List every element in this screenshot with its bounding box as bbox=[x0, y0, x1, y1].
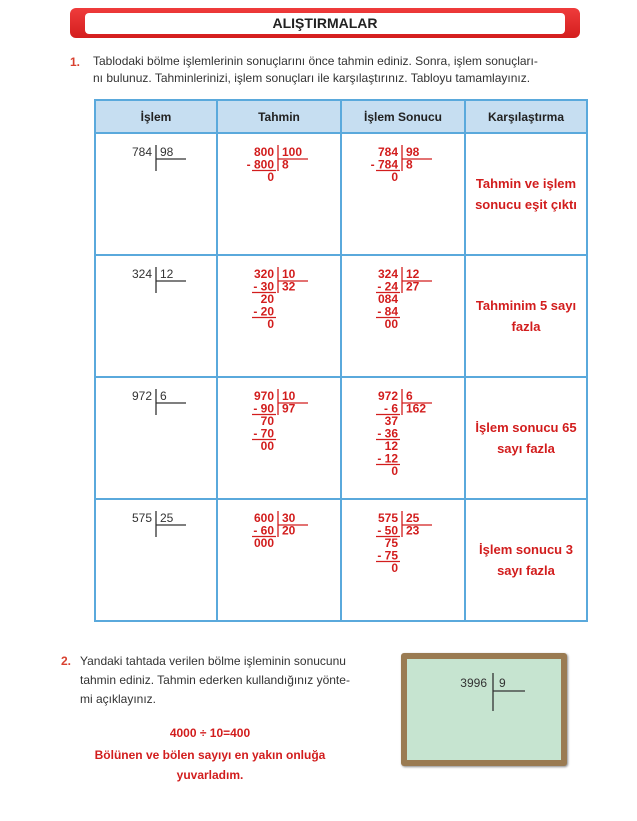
table-row bbox=[95, 377, 587, 499]
divisor: 6 bbox=[160, 389, 167, 403]
islem-division bbox=[96, 378, 216, 496]
board-division bbox=[407, 659, 561, 760]
divisor: 10 bbox=[282, 389, 296, 403]
sonuc-division bbox=[342, 378, 464, 496]
division-step: - 36 bbox=[377, 426, 398, 441]
divisor: 12 bbox=[160, 267, 174, 281]
board-dividend: 3996 bbox=[460, 676, 487, 690]
cell-tahmin bbox=[217, 499, 341, 621]
division-step: - 60 bbox=[253, 523, 274, 538]
comparison-line: fazla bbox=[511, 319, 541, 334]
divisor: 25 bbox=[406, 511, 420, 525]
quotient: 27 bbox=[406, 279, 420, 294]
division-step: - 12 bbox=[377, 451, 398, 466]
question-2-text bbox=[80, 652, 400, 709]
question-1-number: 1. bbox=[70, 55, 81, 69]
cell-karsilastirma bbox=[465, 499, 587, 621]
tahmin-division bbox=[218, 500, 340, 618]
comparison-text bbox=[466, 539, 586, 581]
dividend: 784 bbox=[131, 145, 152, 159]
dividend: 970 bbox=[253, 389, 274, 403]
division-step: - 784 bbox=[370, 157, 398, 172]
comparison-line: İşlem sonucu 3 bbox=[479, 542, 573, 557]
comparison-line: sayı fazla bbox=[497, 441, 555, 456]
comparison-text bbox=[466, 417, 586, 459]
answer-line: yuvarladım. bbox=[176, 768, 244, 782]
table-row bbox=[95, 133, 587, 255]
cell-islem-sonucu bbox=[341, 133, 465, 255]
dividend: 575 bbox=[131, 511, 152, 525]
dividend: 320 bbox=[253, 267, 274, 281]
header-islem-sonucu: İşlem Sonucu bbox=[341, 100, 465, 133]
dividend: 600 bbox=[253, 511, 274, 525]
comparison-text bbox=[466, 173, 586, 215]
dividend: 800 bbox=[253, 145, 274, 159]
islem-division bbox=[96, 134, 216, 252]
sonuc-division bbox=[342, 256, 464, 374]
division-step: 084 bbox=[377, 292, 398, 306]
division-step: - 50 bbox=[377, 523, 398, 538]
division-step: - 24 bbox=[377, 279, 398, 294]
division-step: - 20 bbox=[253, 304, 274, 319]
division-step: 0 bbox=[267, 170, 274, 184]
cell-tahmin bbox=[217, 255, 341, 377]
question-1-line: Tablodaki bölme işlemlerinin sonuçlarını önce tahmin ediniz. Sonra, işlem sonuçları- bbox=[93, 54, 538, 68]
cell-islem-sonucu bbox=[341, 255, 465, 377]
division-step: - 90 bbox=[253, 401, 274, 416]
board-divisor: 9 bbox=[499, 676, 506, 690]
cell-karsilastirma bbox=[465, 377, 587, 499]
divisor: 98 bbox=[160, 145, 174, 159]
cell-islem-sonucu bbox=[341, 499, 465, 621]
cell-islem bbox=[95, 499, 217, 621]
table-row bbox=[95, 499, 587, 621]
header-karsilastirma: Karşılaştırma bbox=[465, 100, 587, 133]
cell-tahmin bbox=[217, 377, 341, 499]
divisor: 100 bbox=[282, 145, 303, 159]
division-step: - 800 bbox=[246, 157, 274, 172]
dividend: 784 bbox=[377, 145, 398, 159]
tahmin-division bbox=[218, 256, 340, 374]
divisor: 10 bbox=[282, 267, 296, 281]
islem-division bbox=[96, 256, 216, 374]
cell-islem bbox=[95, 377, 217, 499]
quotient: 32 bbox=[282, 279, 296, 294]
cell-karsilastirma bbox=[465, 133, 587, 255]
chalkboard bbox=[401, 653, 567, 766]
sonuc-division bbox=[342, 134, 464, 252]
dividend: 324 bbox=[377, 267, 398, 281]
division-table bbox=[94, 99, 588, 622]
division-step: 70 bbox=[260, 414, 274, 428]
question-2-line: Yandaki tahtada verilen bölme işleminin sonucunu bbox=[80, 654, 346, 668]
comparison-line: İşlem sonucu 65 bbox=[475, 420, 577, 435]
division-step: - 75 bbox=[377, 548, 398, 563]
cell-tahmin bbox=[217, 133, 341, 255]
comparison-line: sayı fazla bbox=[497, 563, 555, 578]
sonuc-division bbox=[342, 500, 464, 618]
chalkboard-surface bbox=[407, 659, 561, 760]
comparison-line: Tahmin ve işlem bbox=[475, 176, 577, 191]
question-1-text bbox=[93, 53, 613, 87]
division-step: - 84 bbox=[377, 304, 398, 319]
divisor: 30 bbox=[282, 511, 296, 525]
question-2-line: mi açıklayınız. bbox=[80, 692, 157, 706]
division-step: 00 bbox=[260, 439, 274, 453]
quotient: 23 bbox=[406, 523, 420, 538]
table-row bbox=[95, 255, 587, 377]
page-title: ALIŞTIRMALAR bbox=[85, 13, 565, 34]
quotient: 8 bbox=[282, 157, 289, 172]
question-1-line: nı bulunuz. Tahminlerinizi, işlem sonuçları ile karşılaştırınız. Tabloyu tamamlayınız. bbox=[93, 71, 531, 85]
division-step: 0 bbox=[391, 170, 398, 184]
divisor: 12 bbox=[406, 267, 420, 281]
question-2-number: 2. bbox=[61, 654, 72, 668]
comparison-line: Tahminim 5 sayı bbox=[475, 298, 577, 313]
division-step: 0 bbox=[391, 464, 398, 478]
division-step: 0 bbox=[267, 317, 274, 331]
divisor: 6 bbox=[406, 389, 413, 403]
header-tahmin: Tahmin bbox=[217, 100, 341, 133]
answer-explanation bbox=[60, 745, 360, 785]
division-step: 12 bbox=[384, 439, 398, 453]
divisor: 98 bbox=[406, 145, 420, 159]
division-step: - 70 bbox=[253, 426, 274, 441]
cell-islem bbox=[95, 133, 217, 255]
divisor: 25 bbox=[160, 511, 174, 525]
cell-karsilastirma bbox=[465, 255, 587, 377]
question-2-line: tahmin ediniz. Tahmin ederken kullandığınız yönte- bbox=[80, 673, 350, 687]
islem-division bbox=[96, 500, 216, 618]
dividend: 324 bbox=[131, 267, 152, 281]
header-islem: İşlem bbox=[95, 100, 217, 133]
quotient: 8 bbox=[406, 157, 413, 172]
comparison-text bbox=[466, 295, 586, 337]
division-step: 000 bbox=[253, 536, 274, 550]
division-step: 37 bbox=[384, 414, 398, 428]
division-step: 75 bbox=[384, 536, 398, 550]
dividend: 972 bbox=[377, 389, 398, 403]
quotient: 162 bbox=[406, 401, 427, 416]
division-step: - 30 bbox=[253, 279, 274, 294]
dividend: 575 bbox=[377, 511, 398, 525]
cell-islem bbox=[95, 255, 217, 377]
comparison-line: sonucu eşit çıktı bbox=[475, 197, 577, 212]
quotient: 97 bbox=[282, 401, 296, 416]
answer-equation: 4000 ÷ 10=400 bbox=[169, 726, 251, 740]
division-step: - 6 bbox=[383, 401, 398, 416]
quotient: 20 bbox=[282, 523, 296, 538]
answer-line: Bölünen ve bölen sayıyı en yakın onluğa bbox=[94, 748, 326, 762]
tahmin-division bbox=[218, 378, 340, 496]
dividend: 972 bbox=[131, 389, 152, 403]
division-step: 0 bbox=[391, 561, 398, 575]
table-header-row bbox=[95, 100, 587, 133]
division-step: 20 bbox=[260, 292, 274, 306]
tahmin-division bbox=[218, 134, 340, 252]
division-step: 00 bbox=[384, 317, 398, 331]
cell-islem-sonucu bbox=[341, 377, 465, 499]
